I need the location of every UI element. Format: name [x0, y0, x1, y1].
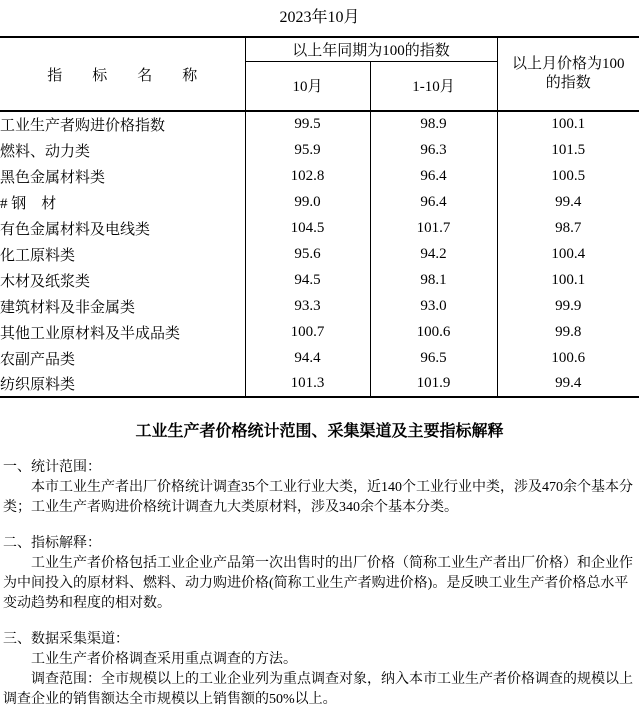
- notes-sections: [3, 458, 636, 710]
- value-mom: 99.4: [555, 375, 582, 391]
- value-jan-oct: 96.5: [370, 345, 497, 371]
- table-header: [0, 37, 639, 111]
- indicator-label: 工业生产者购进价格指数: [0, 111, 245, 137]
- value-oct: 99.0: [245, 189, 370, 215]
- value-jan-oct: 96.3: [370, 137, 497, 163]
- value-mom: 101.5: [551, 141, 586, 158]
- indicator-label: 燃料、动力类: [0, 137, 245, 163]
- value-mom: 100.1: [551, 116, 586, 132]
- header-indicator-name: 指 标 名 称: [0, 37, 245, 111]
- value-jan-oct: 96.4: [370, 163, 497, 189]
- value-jan-oct: 96.4: [370, 189, 497, 215]
- header-mom-col: [497, 37, 639, 111]
- indicator-label: 其他工业原材料及半成品类: [0, 319, 245, 345]
- value-mom: 99.8: [555, 323, 582, 340]
- value-oct: 101.3: [245, 371, 370, 397]
- value-mom: 100.5: [551, 167, 586, 184]
- indicator-label: 化工原料类: [0, 241, 245, 267]
- note-section-title: 三、数据采集渠道：: [3, 632, 129, 647]
- header-row-1: [0, 37, 639, 61]
- value-oct: 104.5: [245, 215, 370, 241]
- value-jan-oct: 101.9: [370, 371, 497, 397]
- header-yoy-group: 以上年同期为100的指数: [245, 37, 497, 61]
- notes-heading: 工业生产者价格统计范围、采集渠道及主要指标解释: [135, 423, 504, 440]
- value-oct: 100.7: [245, 319, 370, 345]
- table-row: [0, 345, 639, 371]
- header-jan-oct: 1-10月: [370, 61, 497, 111]
- value-oct: 95.9: [245, 137, 370, 163]
- value-jan-oct: 93.0: [370, 293, 497, 319]
- table-row: [0, 163, 639, 189]
- indicator-label: 有色金属材料及电线类: [0, 215, 245, 241]
- note-section: [3, 630, 636, 710]
- note-paragraph: 工业生产者价格包括工业企业产品第一次出售时的出厂价格（简称工业生产者出厂价格）和企业作为中间投入的原材料、燃料、动力购进价格(简称工业生产者购进价格)。是反映工业生产者价格总水平变动趋势和程度的相对数。: [3, 556, 633, 611]
- value-oct: 95.6: [245, 241, 370, 267]
- indicator-label: 农副产品类: [0, 345, 245, 371]
- table-row: [0, 371, 639, 397]
- table-row: [0, 137, 639, 163]
- table-row: [0, 267, 639, 293]
- table-row: [0, 319, 639, 345]
- value-mom: 100.4: [551, 245, 586, 262]
- value-jan-oct: 94.2: [370, 241, 497, 267]
- price-index-table: [0, 36, 639, 398]
- value-jan-oct: 101.7: [370, 215, 497, 241]
- note-paragraph: 调查范围：全市规模以上的工业企业列为重点调查对象，纳入本市工业生产者价格调查的规模以上调查企业的销售额达全市规模以上销售额的50%以上。: [3, 672, 633, 707]
- indicator-label: 木材及纸浆类: [0, 267, 245, 293]
- value-mom: 100.6: [551, 349, 586, 366]
- note-section-title: 一、统计范围：: [3, 460, 101, 475]
- table-row: [0, 111, 639, 137]
- table-row: [0, 293, 639, 319]
- value-oct: 93.3: [245, 293, 370, 319]
- indicator-label: 建筑材料及非金属类: [0, 293, 245, 319]
- note-section: [3, 458, 636, 518]
- value-mom: 99.9: [555, 297, 582, 314]
- table-row: [0, 241, 639, 267]
- value-oct: 94.5: [245, 267, 370, 293]
- table-row: [0, 189, 639, 215]
- notes: [0, 422, 639, 710]
- indicator-label: 黑色金属材料类: [0, 163, 245, 189]
- header-mom-label: 以上月价格为100的指数: [512, 56, 625, 91]
- value-oct: 99.5: [245, 111, 370, 137]
- note-section-title: 二、指标解释：: [3, 536, 101, 551]
- value-mom: 98.7: [555, 219, 582, 236]
- note-paragraph: 工业生产者价格调查采用重点调查的方法。: [31, 652, 297, 667]
- value-mom: 100.1: [551, 271, 586, 288]
- page-title: 2023年10月: [279, 9, 360, 26]
- indicator-label: # 钢 材: [0, 189, 245, 215]
- table-row: [0, 215, 639, 241]
- note-section: [3, 534, 636, 614]
- value-mom: 99.4: [555, 193, 582, 210]
- indicator-label: 纺织原料类: [0, 371, 245, 397]
- value-jan-oct: 100.6: [370, 319, 497, 345]
- value-oct: 102.8: [245, 163, 370, 189]
- value-oct: 94.4: [245, 345, 370, 371]
- header-oct: 10月: [245, 61, 370, 111]
- value-jan-oct: 98.1: [370, 267, 497, 293]
- table-body: [0, 111, 639, 397]
- value-jan-oct: 98.9: [370, 111, 497, 137]
- note-paragraph: 本市工业生产者出厂价格统计调查35个工业行业大类，近140个工业行业中类，涉及470余个基本分类；工业生产者购进价格统计调查九大类原材料，涉及340余个基本分类。: [3, 480, 633, 515]
